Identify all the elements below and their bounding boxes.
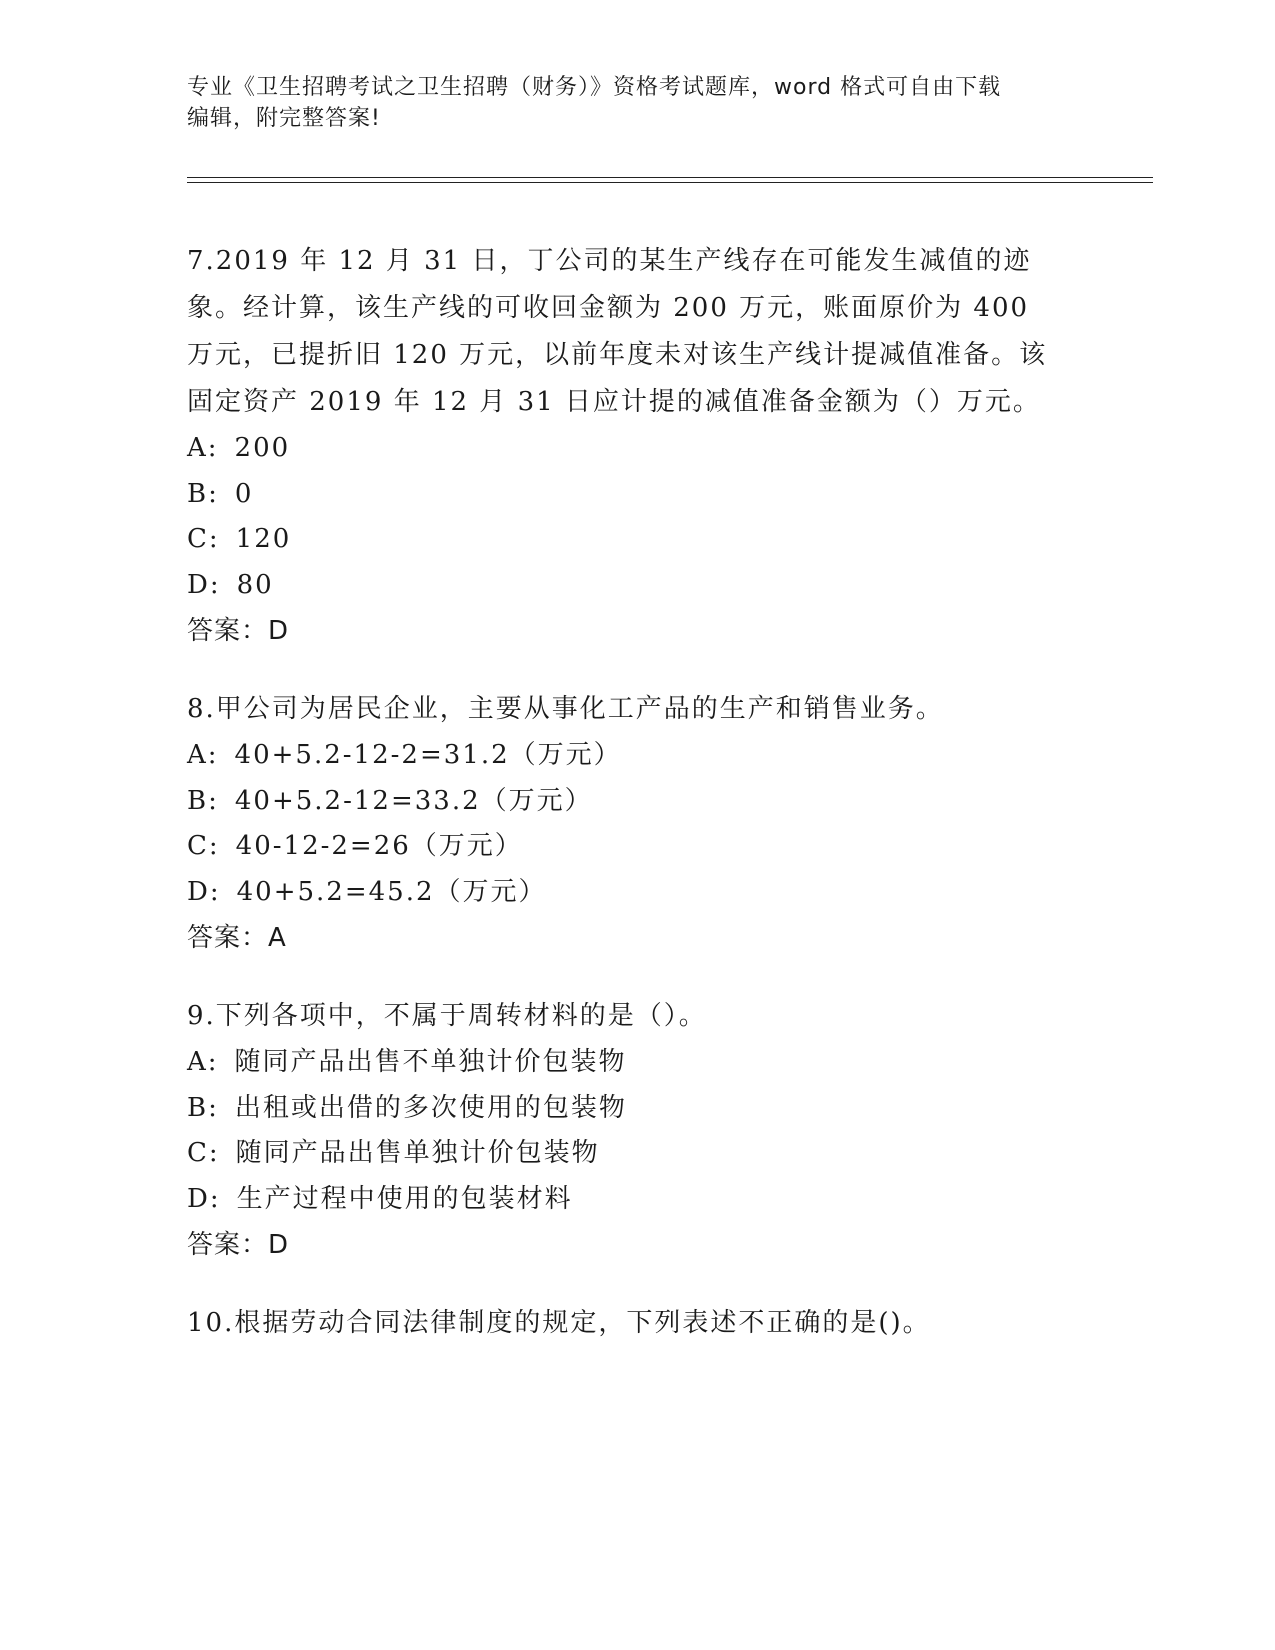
option-d xyxy=(187,870,1067,916)
option-letter: B: xyxy=(187,785,219,816)
option-letter: B: xyxy=(187,1092,219,1123)
option-text: 40+5.2-12-2=31.2（万元） xyxy=(234,740,622,770)
option-c xyxy=(187,824,1067,870)
option-text: 200 xyxy=(234,433,291,463)
option-text: 120 xyxy=(235,524,292,554)
option-letter: D: xyxy=(187,1183,221,1214)
answer-line: 答案：D xyxy=(187,1230,290,1260)
header-line-2: 编辑，附完整答案! xyxy=(187,106,381,131)
answer-line: 答案：A xyxy=(187,923,287,953)
option-a xyxy=(187,1040,1067,1086)
option-text: 随同产品出售不单独计价包装物 xyxy=(234,1047,627,1077)
question-7 xyxy=(187,238,1067,654)
question-8 xyxy=(187,686,1067,961)
option-a xyxy=(187,733,1067,779)
document-header xyxy=(187,72,1087,134)
option-text: 出租或出借的多次使用的包装物 xyxy=(234,1092,627,1123)
option-letter: A: xyxy=(187,740,219,770)
option-text: 40+5.2=45.2（万元） xyxy=(236,876,547,907)
option-d xyxy=(187,1177,1067,1223)
header-line-1: 专业《卫生招聘考试之卫生招聘（财务）》资格考试题库，word 格式可自由下载 xyxy=(187,75,1002,100)
answer-line: 答案：D xyxy=(187,616,290,646)
option-text: 0 xyxy=(234,478,254,509)
question-text: 10.根据劳动合同法律制度的规定，下列表述不正确的是()。 xyxy=(187,1308,931,1338)
option-b xyxy=(187,472,1067,518)
option-c xyxy=(187,517,1067,563)
option-b xyxy=(187,1086,1067,1132)
option-c xyxy=(187,1131,1067,1177)
question-text: 8.甲公司为居民企业，主要从事化工产品的生产和销售业务。 xyxy=(187,694,944,724)
option-letter: A: xyxy=(187,433,219,463)
header-rule-bottom xyxy=(187,182,1153,183)
option-b xyxy=(187,779,1067,825)
question-text: 9.下列各项中，不属于周转材料的是（）。 xyxy=(187,1001,707,1031)
option-a xyxy=(187,426,1067,472)
question-10 xyxy=(187,1300,1067,1347)
option-text: 40+5.2-12=33.2（万元） xyxy=(234,785,593,816)
option-text: 40-12-2=26（万元） xyxy=(235,831,523,861)
option-letter: D: xyxy=(187,569,221,600)
option-text: 80 xyxy=(236,569,274,600)
option-letter: C: xyxy=(187,524,220,554)
option-letter: C: xyxy=(187,831,220,861)
option-text: 生产过程中使用的包装材料 xyxy=(236,1183,573,1214)
option-letter: D: xyxy=(187,876,221,907)
option-letter: A: xyxy=(187,1047,219,1077)
option-d xyxy=(187,563,1067,609)
option-letter: B: xyxy=(187,478,219,509)
question-list xyxy=(187,238,1067,1379)
option-text: 随同产品出售单独计价包装物 xyxy=(235,1138,600,1168)
question-text: 7.2019 年 12 月 31 日，丁公司的某生产线存在可能发生减值的迹象。经计算，该生产线的可收回金额为 200 万元，账面原价为 400 万元，已提折旧 120 万元，以前年度未对该生产线计提减值准备。该固定资产 2019 年 12 月 31 日应计提的减值准备金额为（）万元。 xyxy=(187,246,1048,417)
option-letter: C: xyxy=(187,1138,220,1168)
question-9 xyxy=(187,993,1067,1268)
header-rule-top xyxy=(187,177,1153,178)
